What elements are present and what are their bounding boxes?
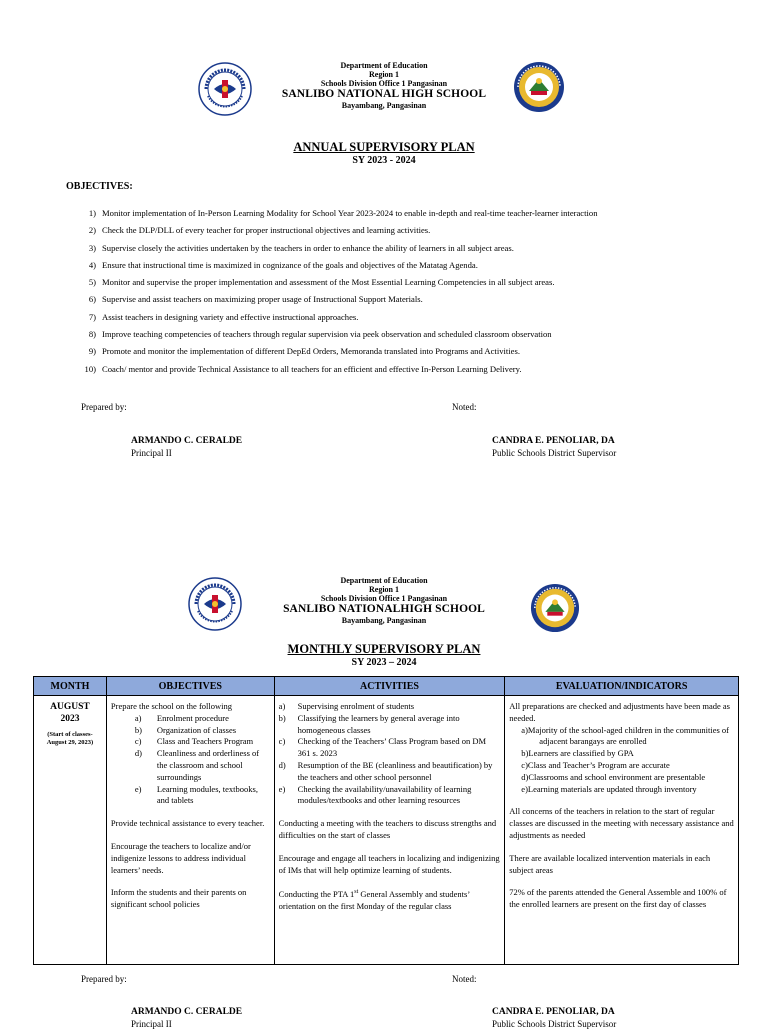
objective-paragraph: Provide technical assistance to every teacher.	[110, 818, 265, 829]
evaluation-paragraph: All concerns of the teachers in relation to the start of regular classes are discussed in the meeting with necessary assistance and adjustments as needed	[509, 806, 734, 840]
list-item: e) Checking the availability/unavailability of learning modules/textbooks and other learning resources	[278, 783, 472, 806]
noted-label: Noted:	[452, 402, 477, 412]
list-item: a) Supervising enrolment of students	[278, 701, 415, 711]
list-item: b) Classifying the learners by general average into homogeneous classes	[278, 712, 460, 735]
page-title: ANNUAL SUPERVISORY PLAN	[293, 140, 475, 154]
list-item: b)Learners are classified by GPA	[521, 748, 634, 759]
division-name: Schools Division Office 1 Pangasinan	[320, 79, 448, 88]
evaluation-paragraph: There are available localized intervention materials in each subject areas	[509, 852, 711, 875]
list-item: c)Class and Teacher’s Program are accurate	[521, 759, 670, 770]
objectives-label: OBJECTIVES:	[66, 181, 133, 192]
list-item: 4) Ensure that instructional time is maximized in cognizance of the goals and objectives of the Matatag Agenda.	[88, 259, 478, 270]
region-name: Region 1	[369, 70, 399, 79]
month-year: 2023	[60, 714, 80, 724]
noter-position: Public Schools District Supervisor	[492, 448, 617, 458]
list-item: d) Cleanliness and orderliness of the classroom and school surroundings	[134, 748, 260, 782]
list-item: b) Organization of classes	[134, 724, 237, 735]
preparer-name: ARMANDO C. CERALDE	[131, 1007, 243, 1017]
list-item: e) Learning modules, textbooks, and tablets	[134, 783, 258, 806]
column-header: ACTIVITIES	[274, 677, 505, 696]
list-item: 10) Coach/ mentor and provide Technical Assistance to all teachers for an efficient and effective In-Person Learning Delivery.	[84, 363, 522, 374]
objectives-sublist	[111, 713, 270, 807]
list-item: 3) Supervise closely the activities undertaken by the teachers in order to enhance the ability of learners in all subject areas.	[88, 242, 514, 253]
evaluation-intro: All preparations are checked and adjustments have been made as needed.	[509, 701, 730, 723]
column-header: EVALUATION/INDICATORS	[505, 677, 739, 696]
month-name: AUGUST	[50, 702, 90, 712]
preparer-position: Principal II	[131, 1019, 172, 1029]
letterhead	[259, 61, 509, 110]
dept-name: Department of Education	[340, 61, 428, 70]
list-item: 6) Supervise and assist teachers on maximizing proper usage of Instructional Support Materials.	[88, 294, 423, 305]
list-item: c) Checking of the Teachers’ Class Program based on DM 361 s. 2023	[278, 736, 487, 759]
school-location: Bayambang, Pangasinan	[341, 616, 427, 625]
list-item: 1) Monitor implementation of In-Person Learning Modality for School Year 2023-2024 to enable in-depth and real-time teacher-learner interaction	[88, 208, 598, 218]
list-item: e)Learning materials are updated through inventory	[521, 783, 697, 794]
activity-paragraph: Encourage and engage all teachers in localizing and indigenizing of IMs that will help optimize learning of students.	[278, 852, 500, 875]
objective-paragraph: Encourage the teachers to localize and/or indigenize lessons to address individual learners’ needs.	[110, 840, 251, 875]
noter-name: CANDRA E. PENOLIAR, DA	[492, 1007, 615, 1017]
school-location: Bayambang, Pangasinan	[341, 101, 427, 110]
column-header: OBJECTIVES	[106, 677, 274, 696]
list-item: c) Class and Teachers Program	[134, 736, 254, 747]
list-item: 7) Assist teachers in designing variety and effective instructional approaches.	[88, 311, 359, 322]
school-name: SANLIBO NATIONALHIGH SCHOOL	[283, 603, 485, 615]
noter-name: CANDRA E. PENOLIAR, DA	[492, 436, 615, 446]
supervisory-plan-table	[33, 676, 739, 965]
page-title: MONTHLY SUPERVISORY PLAN	[287, 642, 481, 656]
list-item: 2) Check the DLP/DLL of every teacher for proper instructional objectives and learning activities.	[88, 225, 431, 236]
division-name: Schools Division Office 1 Pangasinan	[320, 594, 448, 603]
list-item: d) Resumption of the BE (cleanliness and beautification) by the teachers and other school personnel	[278, 759, 493, 782]
preparer-position: Principal II	[131, 448, 172, 458]
activities-cell	[274, 696, 505, 965]
school-name: SANLIBO NATIONAL HIGH SCHOOL	[281, 88, 487, 100]
objectives-cell	[106, 696, 274, 965]
region-name: Region 1	[369, 585, 399, 594]
list-item: 9) Promote and monitor the implementation of different DepEd Orders, Memoranda translated into Programs and Activities.	[88, 346, 520, 357]
school-year: SY 2023 - 2024	[352, 155, 416, 166]
objective-paragraph: Inform the students and their parents on significant school policies	[110, 887, 247, 910]
list-item: d)Classrooms and school environment are presentable	[521, 771, 706, 782]
activities-list	[279, 701, 501, 807]
school-year: SY 2023 – 2024	[351, 657, 417, 668]
division-seal-logo	[530, 583, 580, 633]
column-header: MONTH	[34, 677, 107, 696]
deped-seal-logo	[198, 62, 252, 116]
month-note: (Start of classes- August 29, 2023)	[46, 731, 94, 746]
activity-paragraph: Conducting a meeting with the teachers to discuss strengths and difficulties on the start of classes	[278, 818, 497, 840]
objectives-list	[80, 205, 598, 378]
list-item: a) Enrolment procedure	[134, 712, 229, 723]
deped-seal-logo	[188, 577, 242, 631]
preparer-name: ARMANDO C. CERALDE	[131, 436, 243, 446]
noted-label: Noted:	[452, 974, 477, 984]
month-cell	[34, 696, 107, 965]
evaluation-paragraph: 72% of the parents attended the General Assemble and 100% of the enrolled learners are present on the first day of classes	[509, 887, 727, 910]
objectives-intro: Prepare the school on the following	[110, 701, 233, 711]
activity-paragraph: Conducting the PTA 1st General Assembly and students’ orientation on the first Monday of the regular class	[278, 889, 470, 911]
prepared-by-label: Prepared by:	[81, 402, 127, 412]
list-item: 5) Monitor and supervise the proper implementation and assessment of the Most Essential Learning Competencies in all subject areas.	[88, 277, 555, 288]
division-seal-logo	[513, 61, 565, 113]
evaluation-cell	[505, 696, 739, 965]
dept-name: Department of Education	[340, 576, 428, 585]
noter-position: Public Schools District Supervisor	[492, 1019, 617, 1029]
table-row	[34, 696, 739, 965]
list-item: 8) Improve teaching competencies of teachers through regular supervision via peek observation and scheduled classroom observation	[88, 329, 552, 340]
list-item: a)Majority of the school-aged children in the communities of adjacent barangays are enrolled	[521, 724, 730, 747]
prepared-by-label: Prepared by:	[81, 974, 127, 984]
table-header-row	[34, 677, 739, 696]
letterhead	[259, 576, 509, 625]
